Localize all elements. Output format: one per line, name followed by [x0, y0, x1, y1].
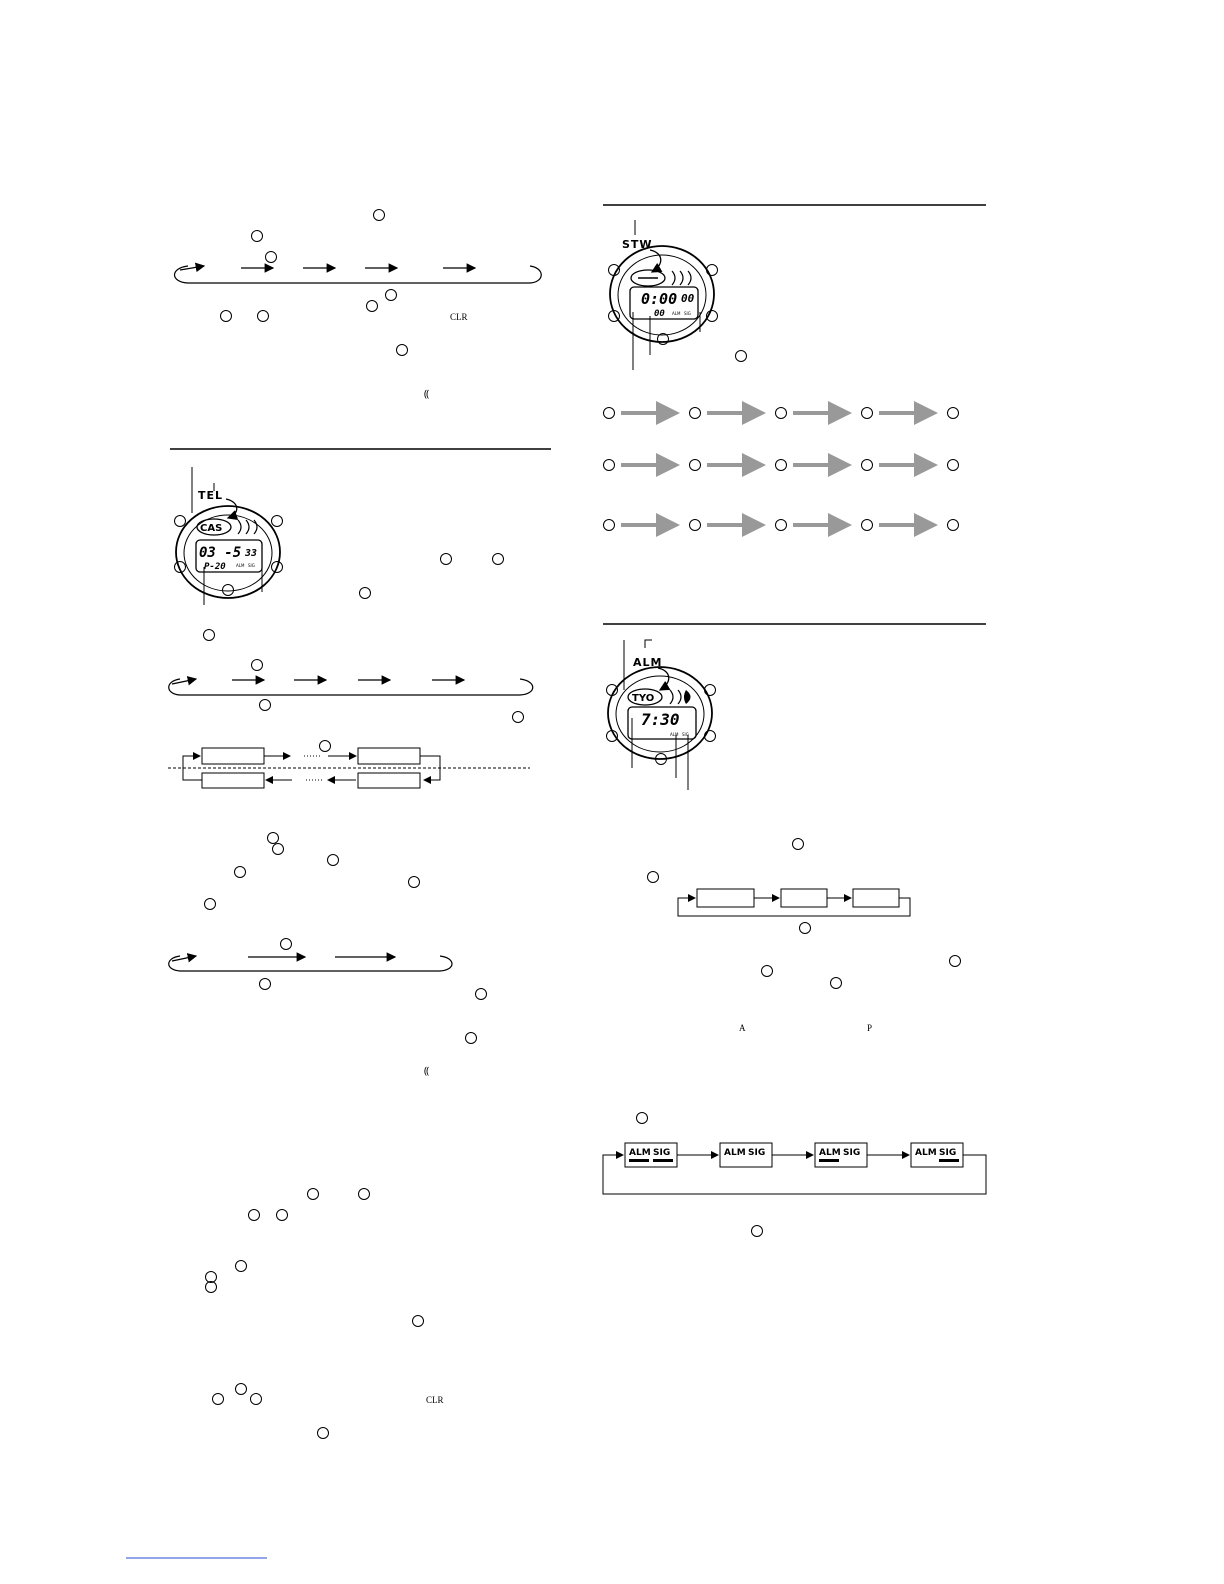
signal-sig-label: SIG	[843, 1148, 861, 1158]
tel-mode-label: TEL	[198, 489, 224, 502]
alm-sig-indicator: SIG	[682, 732, 689, 737]
tel-sig-indicator: SIG	[248, 563, 255, 568]
clr-mark-2: CLR	[426, 1395, 444, 1405]
stw-alm-indicator: ALM	[672, 311, 681, 316]
am-mark: A	[739, 1023, 746, 1033]
tel-display-seconds: 33	[245, 548, 258, 559]
stopwatch-sequence-2	[604, 460, 959, 471]
signal-sig-label: SIG	[939, 1148, 957, 1158]
alarm-watch-illustration	[607, 640, 716, 790]
alm-on-bar	[629, 1159, 649, 1162]
scroll-boxes-diagram	[168, 748, 530, 788]
stopwatch-watch-illustration	[609, 220, 718, 370]
signal-alm-label: ALM	[724, 1148, 746, 1158]
alm-display-main: 7:30	[641, 710, 680, 729]
sig-on-bar	[653, 1159, 673, 1162]
signal-sig-label: SIG	[653, 1148, 671, 1158]
edit-cycle-diagram	[169, 956, 452, 971]
tel-display-main: 03 -5	[199, 545, 242, 561]
alm-on-bar	[819, 1159, 839, 1162]
stw-display-seconds: 00	[681, 292, 695, 305]
stopwatch-sequence-1	[604, 408, 959, 419]
signal-alm-label: ALM	[629, 1148, 651, 1158]
speaker-glyph-2: ⸨	[424, 1066, 430, 1077]
speaker-glyph-1: ⸨	[424, 389, 430, 400]
signal-sig-label: SIG	[748, 1148, 766, 1158]
top-cycle-diagram	[175, 266, 542, 283]
stw-mode-label: STW	[622, 238, 653, 251]
signal-alm-label: ALM	[819, 1148, 841, 1158]
tel-alm-indicator: ALM	[236, 563, 245, 568]
stw-display-sub: 00	[654, 309, 665, 319]
alm-alm-indicator: ALM	[670, 732, 679, 737]
cas-mode-icon: CAS	[200, 523, 223, 534]
alm-mode-label: ALM	[633, 656, 663, 669]
tyo-mode-icon: TYO	[632, 693, 655, 704]
stopwatch-sequence-3	[604, 520, 959, 531]
edit-button-markers	[205, 833, 487, 1044]
stw-display-main: 0:00	[641, 290, 678, 308]
tel-display-sub: P-20	[204, 562, 226, 572]
telememo-watch-illustration	[175, 467, 283, 605]
stw-sig-indicator: SIG	[684, 311, 691, 316]
alarm-setting-cycle	[678, 889, 910, 916]
lower-button-markers	[206, 1189, 424, 1439]
signal-alm-label: ALM	[915, 1148, 937, 1158]
signal-cycle-diagram	[603, 1143, 986, 1194]
pm-mark: P	[867, 1023, 873, 1033]
sig-on-bar	[939, 1159, 959, 1162]
telememo-button-markers	[204, 554, 524, 752]
clr-mark-1: CLR	[450, 312, 468, 322]
stw-button-marker	[736, 351, 747, 362]
telememo-cycle-diagram	[169, 679, 533, 695]
